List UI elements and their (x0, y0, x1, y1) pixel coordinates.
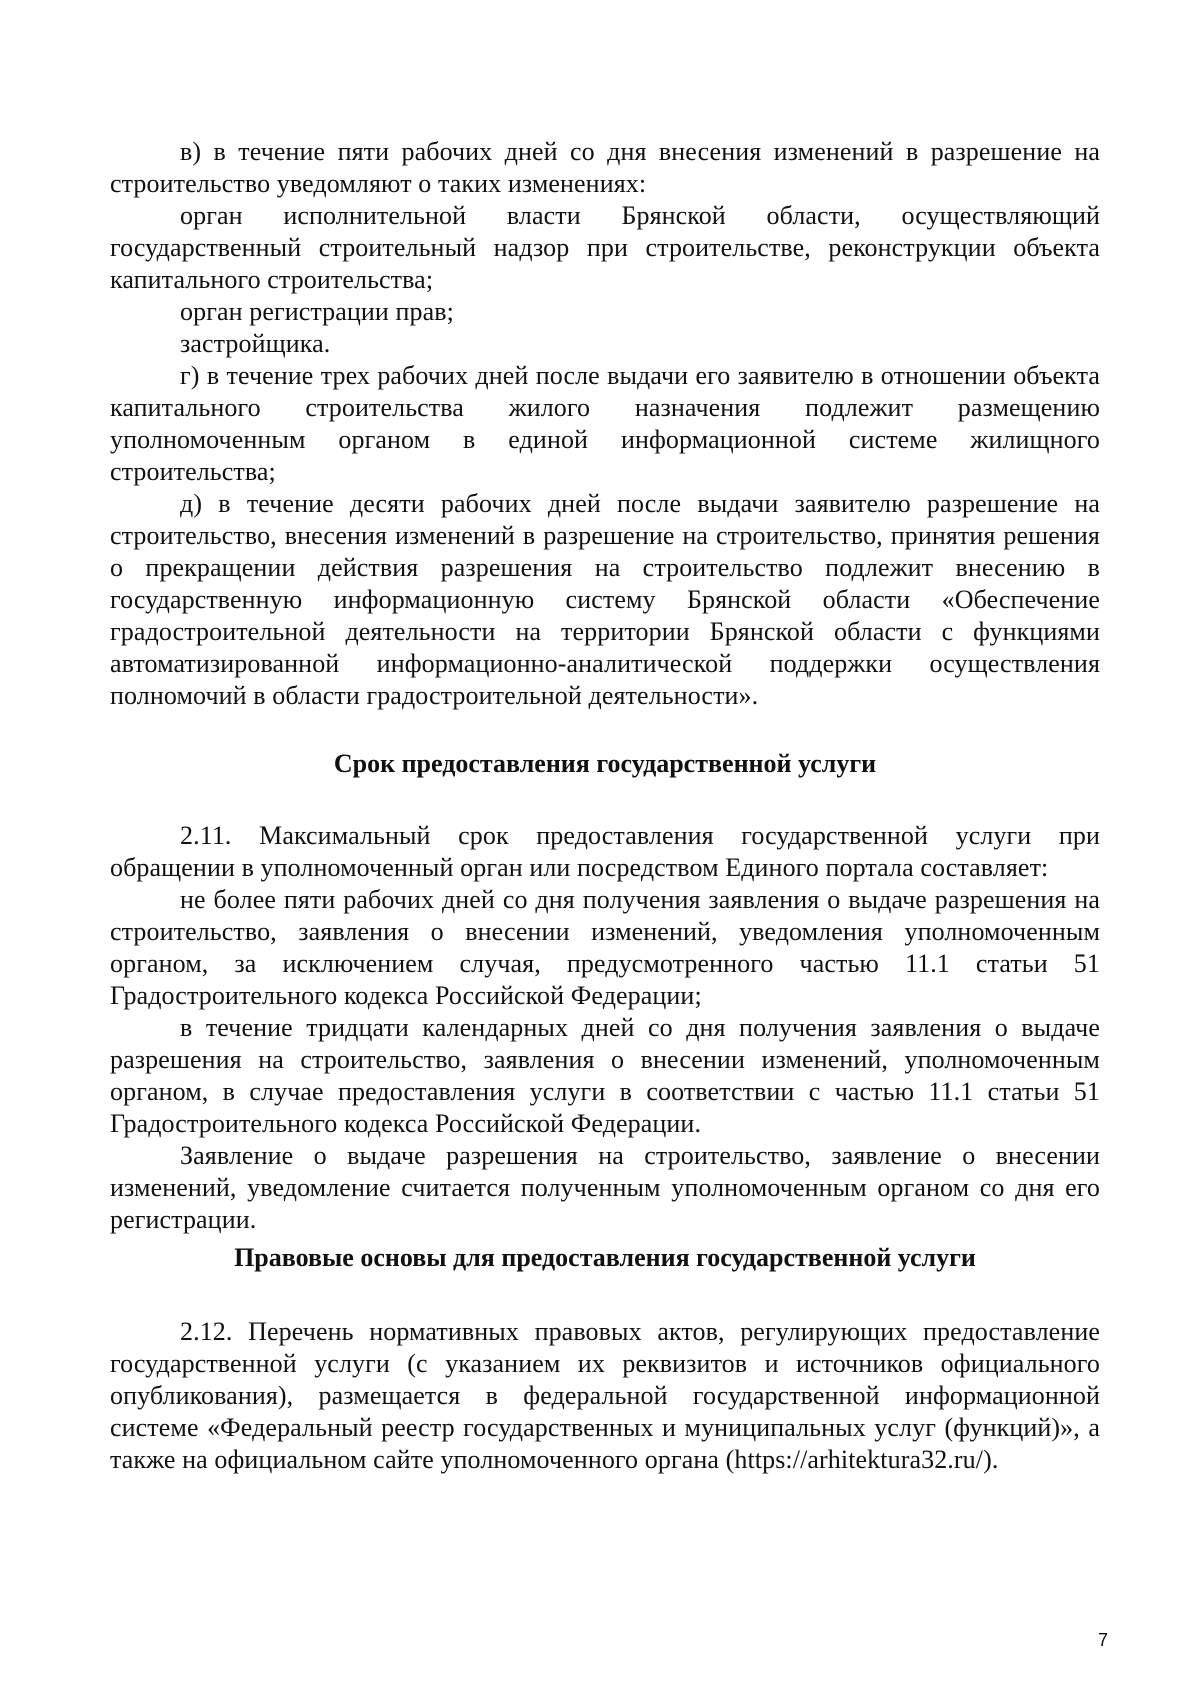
paragraph-item-d: д) в течение десяти рабочих дней после выдачи заявителю разрешение на строительство, внесения изменений в разрешение на строительство, принятия решения о прекращении действия разрешения на строительство подлежит внесению в государственную информационную систему Брянской области «Обеспечение градостроительной деятельности на территории Брянской области с функциями автоматизированной информационно-аналитической поддержки осуществления полномочий в области градостроительной деятельности». (110, 489, 1100, 710)
paragraph-item-v: в) в течение пяти рабочих дней со дня внесения изменений в разрешение на строительство уведомляют о таких изменениях: (110, 137, 1100, 198)
paragraph-five-days: не более пяти рабочих дней со дня получения заявления о выдаче разрешения на строительство, заявления о внесении изменений, уведомления уполномоченным органом, за исключением случая, предусмотренного частью 11.1 статьи 51 Градостроительного кодекса Российской Федерации; (110, 885, 1100, 1010)
paragraph-developer: застройщика. (180, 329, 331, 358)
paragraph-state-supervision: орган исполнительной власти Брянской области, осуществляющий государственный строительный надзор при строительстве, реконструкции объекта капитального строительства; (110, 201, 1100, 294)
paragraph-2-11: 2.11. Максимальный срок предоставления государственной услуги при обращении в уполномоченный орган или посредством Единого портала составляет: (110, 821, 1100, 882)
section-heading-term: Срок предоставления государственной услуги (333, 749, 877, 778)
paragraph-2-12: 2.12. Перечень нормативных правовых актов, регулирующих предоставление государственной услуги (с указанием их реквизитов и источников официального опубликования), размещается в федеральной государственной информационной системе «Федеральный реестр государственных и муниципальных услуг (функций)», а также на официальном сайте уполномоченного органа (https://arhitektura32.ru/). (110, 1317, 1100, 1474)
section-heading-legal: Правовые основы для предоставления государственной услуги (234, 1243, 976, 1272)
paragraph-received-date: Заявление о выдаче разрешения на строительство, заявление о внесении изменений, уведомление считается полученным уполномоченным органом со дня его регистрации. (110, 1141, 1100, 1234)
paragraph-registration-authority: орган регистрации прав; (180, 297, 454, 326)
document-body (110, 136, 1100, 1476)
paragraph-item-g: г) в течение трех рабочих дней после выдачи его заявителю в отношении объекта капитального строительства жилого назначения подлежит размещению уполномоченным органом в единой информационной системе жилищного строительства; (110, 361, 1100, 486)
paragraph-thirty-days: в течение тридцати календарных дней со дня получения заявления о выдаче разрешения на строительство, заявления о внесении изменений, уполномоченным органом, в случае предоставления услуги в соответствии с частью 11.1 статьи 51 Градостроительного кодекса Российской Федерации. (110, 1013, 1100, 1138)
page-number: 7 (1097, 1630, 1108, 1650)
